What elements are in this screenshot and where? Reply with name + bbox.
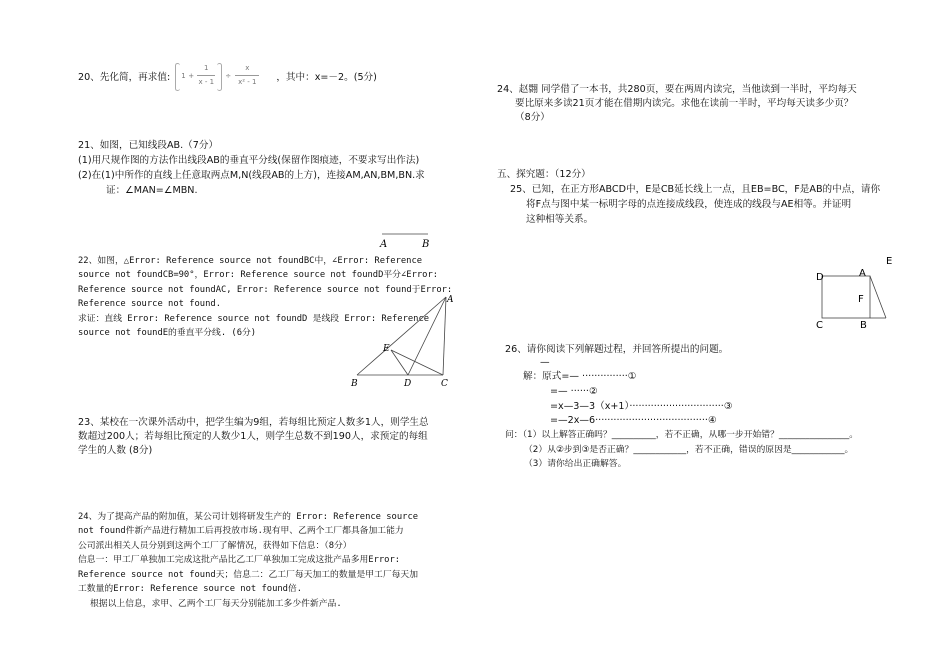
q22-line1: 22、如图，△Error: Reference source not foundBC中，∠Error: Reference bbox=[78, 256, 423, 266]
q24-line3: 公司派出相关人员分别到这两个工厂了解情况，获得如下信息：（8分） bbox=[78, 541, 352, 551]
q26-step1: 解：原式=— ···············① bbox=[523, 371, 637, 382]
q21-line1: (1)用尺规作图的方法作出线段AB的垂直平分线(保留作图痕迹，不要求写出作法) bbox=[78, 155, 420, 166]
triangle-abc-figure bbox=[345, 293, 457, 389]
label-d: D bbox=[404, 379, 412, 389]
q24-line6: 工数量的Error: Reference source not found倍. bbox=[78, 584, 303, 594]
formula-bar1 bbox=[197, 75, 215, 76]
label-e: E bbox=[886, 256, 893, 267]
formula-plus: + bbox=[188, 72, 195, 80]
label-f: F bbox=[858, 294, 864, 305]
square-abcd-figure bbox=[810, 253, 902, 333]
q24-line5: Reference source not found天；信息二：乙工厂每天加工的数量是甲工厂每天加 bbox=[78, 570, 419, 580]
label-a: A bbox=[447, 295, 454, 305]
q26-title: 26、请你阅读下列解题过程，并回答所提出的问题。 bbox=[505, 344, 729, 355]
formula-bar2 bbox=[235, 75, 259, 76]
label-c: C bbox=[441, 379, 448, 389]
formula-den2: x² - 1 bbox=[238, 78, 257, 86]
q23-line1: 23、某校在一次课外活动中，把学生编为9组，若每组比预定人数多1人，则学生总 bbox=[78, 417, 429, 428]
q21-line2: (2)在(1)中所作的直线上任意取两点M,N(线段AB的上方)，连接AM,AN,BM,BN.求 bbox=[78, 170, 425, 181]
q24-line7: 根据以上信息，求甲、乙两个工厂每天分别能加工多少件新产品. bbox=[90, 599, 342, 609]
label-d: D bbox=[816, 272, 824, 283]
formula-num1: 1 bbox=[204, 64, 209, 72]
q26-step3: =x—3—3（x+1）·······························③ bbox=[550, 401, 733, 412]
q26-step4: =—2x—6·····································④ bbox=[550, 415, 717, 426]
formula-div: ÷ bbox=[225, 72, 232, 80]
segment-ae bbox=[870, 276, 886, 318]
q22-line3: Reference source not foundAC, Error: Reference source not found于Error: bbox=[78, 285, 453, 295]
segment-ab-figure bbox=[370, 228, 440, 252]
q24b-line3: （8分） bbox=[515, 112, 550, 123]
question-20 bbox=[78, 63, 377, 91]
label-c: C bbox=[816, 320, 823, 331]
q26-question3: （3）请你给出正确解答。 bbox=[524, 459, 627, 469]
label-a: A bbox=[859, 268, 866, 279]
q22-line6: source not foundE的垂直平分线. (6分) bbox=[78, 328, 257, 338]
segment-ce bbox=[391, 350, 443, 375]
q23-line2: 数超过200人；若每组比预定的人数少1人，则学生总数不到190人，求预定的每组 bbox=[78, 431, 428, 442]
side-ca bbox=[443, 297, 446, 375]
formula-one: 1 bbox=[181, 72, 186, 80]
label-point-a: A bbox=[380, 239, 388, 250]
label-e: E bbox=[383, 344, 390, 354]
q25-line2: 将F点与图中某一标明字母的点连接成线段，使连成的线段与AE相等。并证明 bbox=[526, 199, 852, 210]
q25-line1: 25、已知，在正方形ABCD中，E是CB延长线上一点，且EB=BC，F是AB的中点，请你 bbox=[510, 184, 881, 195]
bisector-ad bbox=[408, 297, 446, 375]
q23-line3: 学生的人数 (8分) bbox=[78, 445, 153, 456]
section-5-title: 五、探究题：（12分） bbox=[497, 169, 591, 180]
q24-line2: not found件新产品进行精加工后再投放市场.现有甲、乙两个工厂都具备加工能力 bbox=[78, 526, 404, 536]
q21-title: 21、如图，已知线段AB.（7分） bbox=[78, 140, 219, 151]
formula-left-paren bbox=[175, 63, 180, 91]
q24-line4: 信息一：甲工厂单独加工完成这批产品比乙工厂单独加工完成这批产品多用Error: bbox=[78, 555, 401, 565]
q20-prefix: 20、先化简，再求值: bbox=[78, 72, 171, 83]
q26-question1: 问：（1）以上解答正确吗？__________，若不正确，从哪一步开始错？________________。 bbox=[505, 430, 859, 440]
side-ab bbox=[357, 297, 446, 375]
q24-line1: 24、为了提高产品的附加值，某公司计划将研发生产的 Error: Reference source bbox=[78, 512, 419, 522]
q22-line5: 求证：直线 Error: Reference source not foundD 是线段 Error: Reference bbox=[78, 314, 430, 324]
q20-suffix: ，其中：x=－2。(5分) bbox=[276, 72, 377, 83]
label-b: B bbox=[351, 379, 358, 389]
q20-formula bbox=[173, 63, 273, 91]
q22-line2: source not foundCB=90°，Error: Reference source not foundD平分∠Error: bbox=[78, 270, 439, 280]
q26-question2: （2）从②步到③是否正确？____________，若不正确，错误的原因是____________。 bbox=[524, 445, 854, 455]
formula-den1: x - 1 bbox=[198, 78, 215, 86]
formula-num2: x bbox=[245, 64, 250, 72]
q24b-line2: 要比原来多读21页才能在借期内读完。求他在读前一半时，平均每天读多少页？ bbox=[515, 98, 854, 109]
q25-line3: 这种相等关系。 bbox=[526, 214, 594, 225]
q22-line4: Reference source not found. bbox=[78, 299, 221, 309]
label-b: B bbox=[860, 320, 867, 331]
q24b-line1: 24、赵翾 同学借了一本书，共280页，要在两周内读完，当他读到一半时，平均每天 bbox=[497, 84, 857, 95]
q21-line3: 证：∠MAN=∠MBN. bbox=[106, 185, 198, 196]
q26-step2: =— ······② bbox=[550, 386, 598, 397]
q26-dash: — bbox=[540, 357, 550, 368]
label-point-b: B bbox=[422, 239, 430, 250]
formula-right-paren bbox=[217, 63, 222, 91]
